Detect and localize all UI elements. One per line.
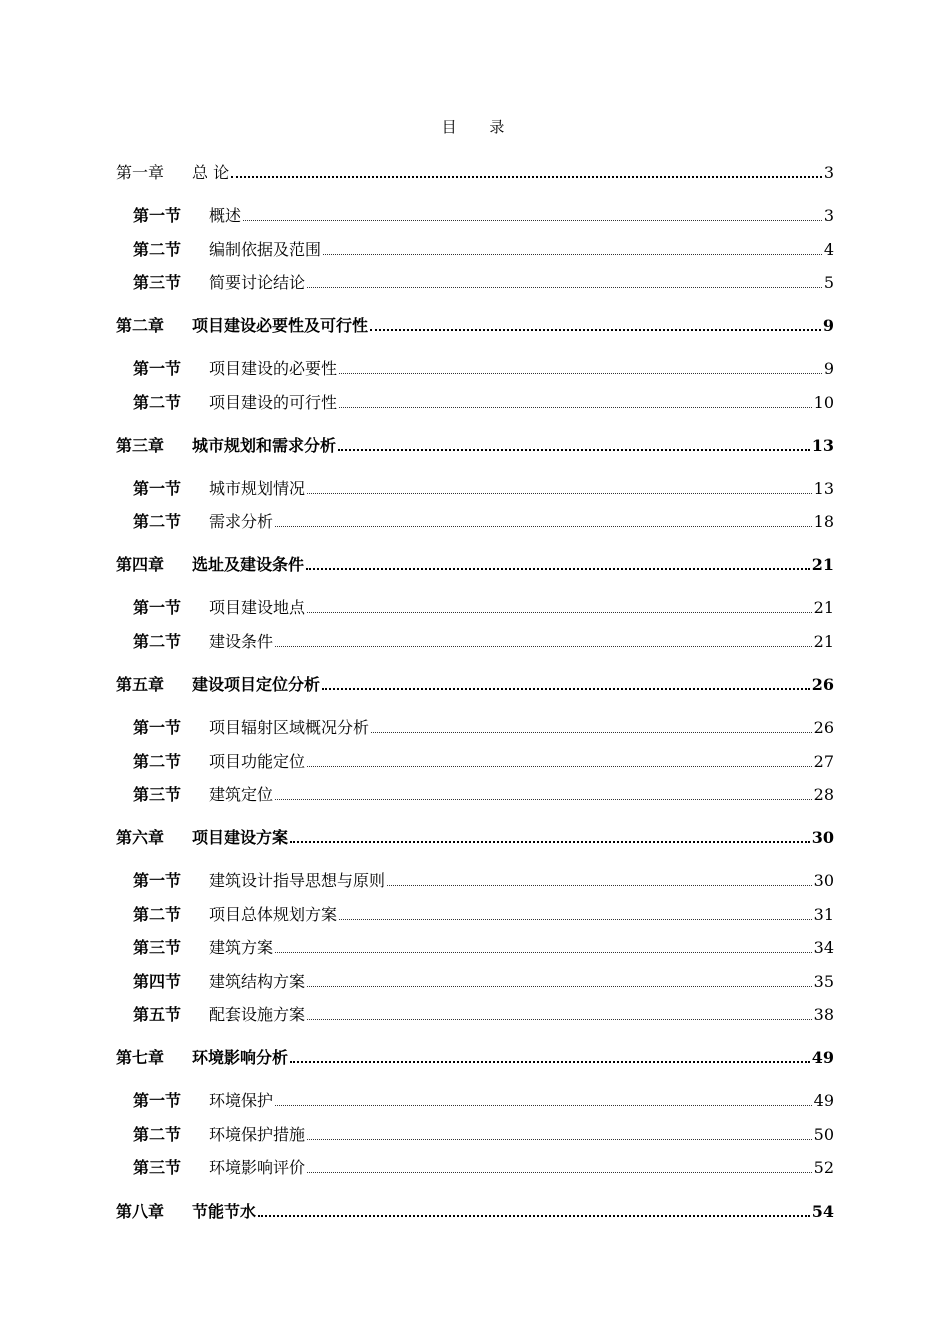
page-number: 34 [813,938,834,957]
dot-leader [275,526,812,527]
section-number: 第一节 [133,871,182,890]
section-title: 简要讨论结论 [209,273,306,292]
section-number: 第一节 [133,718,182,737]
page-number: 18 [813,512,834,531]
chapter-number: 第二章 [116,316,165,335]
dot-leader [371,732,812,733]
section-number: 第一节 [133,1091,182,1110]
section-number: 第一节 [133,206,182,225]
section-title: 项目建设的必要性 [209,359,338,378]
toc-chapter-entry[interactable] [116,828,834,848]
page-number: 52 [813,1158,834,1177]
section-number: 第二节 [133,905,182,924]
dot-leader [339,919,812,920]
toc-section-entry[interactable] [133,938,834,958]
page-number: 13 [811,436,834,455]
section-title: 项目功能定位 [209,752,306,771]
section-title: 环境影响评价 [209,1158,306,1177]
chapter-title: 选址及建设条件 [192,555,305,574]
section-title: 配套设施方案 [209,1005,306,1024]
toc-chapter-entry[interactable] [116,436,834,456]
dot-leader [307,612,812,613]
toc-section-entry[interactable] [133,512,834,532]
section-number: 第三节 [133,785,182,804]
toc-section-entry[interactable] [133,1005,834,1025]
toc-section-entry[interactable] [133,206,834,226]
section-title: 城市规划情况 [209,479,306,498]
section-title: 建筑设计指导思想与原则 [209,871,386,890]
toc-section-entry[interactable] [133,871,834,891]
dot-leader [275,799,812,800]
chapter-title: 项目建设必要性及可行性 [192,316,369,335]
page-number: 21 [811,555,834,574]
page-number: 38 [813,1005,834,1024]
toc-section-entry[interactable] [133,785,834,805]
dot-leader [306,568,810,570]
chapter-number: 第四章 [116,555,165,574]
page-number: 35 [813,972,834,991]
dot-leader [323,254,822,255]
chapter-number: 第一章 [116,163,165,182]
section-number: 第三节 [133,938,182,957]
chapter-number: 第五章 [116,675,165,694]
section-number: 第一节 [133,359,182,378]
section-number: 第二节 [133,393,182,412]
toc-section-entry[interactable] [133,905,834,925]
section-title: 建筑方案 [209,938,274,957]
page-number: 31 [813,905,834,924]
section-number: 第一节 [133,479,182,498]
toc-chapter-entry[interactable] [116,1048,834,1068]
section-number: 第一节 [133,598,182,617]
section-title: 概述 [209,206,242,225]
chapter-title: 环境影响分析 [192,1048,289,1067]
page-number: 49 [811,1048,834,1067]
section-title: 需求分析 [209,512,274,531]
chapter-title: 节能节水 [192,1202,257,1221]
toc-section-entry[interactable] [133,1158,834,1178]
section-title: 项目总体规划方案 [209,905,338,924]
toc-section-entry[interactable] [133,273,834,293]
chapter-number: 第三章 [116,436,165,455]
toc-section-entry[interactable] [133,632,834,652]
dot-leader [307,766,812,767]
page-number: 30 [813,871,834,890]
page-number: 4 [823,240,834,259]
dot-leader [290,1061,810,1063]
dot-leader [275,1105,812,1106]
section-title: 编制依据及范围 [209,240,322,259]
section-number: 第四节 [133,972,182,991]
page-number: 9 [822,316,834,335]
page-number: 3 [823,163,834,182]
chapter-title: 建设项目定位分析 [192,675,321,694]
dot-leader [290,841,810,843]
section-number: 第二节 [133,240,182,259]
toc-section-entry[interactable] [133,718,834,738]
dot-leader [339,373,822,374]
chapter-number: 第六章 [116,828,165,847]
toc-section-entry[interactable] [133,1125,834,1145]
section-title: 建筑定位 [209,785,274,804]
page-number: 3 [823,206,834,225]
section-title: 项目建设的可行性 [209,393,338,412]
section-title: 环境保护措施 [209,1125,306,1144]
dot-leader [307,1139,812,1140]
page-number: 9 [823,359,834,378]
page-number: 27 [813,752,834,771]
page-number: 13 [813,479,834,498]
section-number: 第二节 [133,1125,182,1144]
toc-section-entry[interactable] [133,359,834,379]
section-title: 建筑结构方案 [209,972,306,991]
section-number: 第二节 [133,632,182,651]
dot-leader [307,986,812,987]
dot-leader [387,885,812,886]
section-number: 第五节 [133,1005,182,1024]
toc-chapter-entry[interactable] [116,675,834,695]
dot-leader [307,1172,812,1173]
toc-chapter-entry[interactable] [116,555,834,575]
dot-leader [307,1019,812,1020]
toc-section-entry[interactable] [133,240,834,260]
chapter-number: 第八章 [116,1202,165,1221]
page-number: 21 [813,598,834,617]
chapter-title: 总 论 [192,163,230,182]
dot-leader [307,493,812,494]
page-number: 28 [813,785,834,804]
page-number: 21 [813,632,834,651]
dot-leader [243,220,822,221]
dot-leader [275,952,812,953]
toc-chapter-entry[interactable] [116,1202,834,1222]
page-number: 26 [811,675,834,694]
toc-chapter-entry[interactable] [116,163,834,183]
dot-leader [322,688,810,690]
page-number: 30 [811,828,834,847]
chapter-number: 第七章 [116,1048,165,1067]
toc-title: 目 录 [441,118,519,136]
toc-section-entry[interactable] [133,1091,834,1111]
chapter-title: 城市规划和需求分析 [192,436,337,455]
dot-leader [275,646,812,647]
dot-leader [370,329,821,331]
toc-chapter-entry[interactable] [116,316,834,336]
dot-leader [307,287,822,288]
page-number: 10 [813,393,834,412]
section-title: 项目辐射区域概况分析 [209,718,370,737]
section-number: 第二节 [133,512,182,531]
dot-leader [231,176,822,178]
page-number: 54 [811,1202,834,1221]
page-number: 50 [813,1125,834,1144]
page-number: 5 [823,273,834,292]
section-number: 第三节 [133,273,182,292]
dot-leader [338,449,810,451]
section-title: 项目建设地点 [209,598,306,617]
dot-leader [339,407,812,408]
page-number: 49 [813,1091,834,1110]
toc-section-entry[interactable] [133,598,834,618]
dot-leader [258,1215,810,1217]
chapter-title: 项目建设方案 [192,828,289,847]
page-number: 26 [813,718,834,737]
section-title: 环境保护 [209,1091,274,1110]
toc-section-entry[interactable] [133,752,834,772]
toc-section-entry[interactable] [133,972,834,992]
section-number: 第二节 [133,752,182,771]
toc-section-entry[interactable] [133,393,834,413]
section-number: 第三节 [133,1158,182,1177]
section-title: 建设条件 [209,632,274,651]
toc-section-entry[interactable] [133,479,834,499]
